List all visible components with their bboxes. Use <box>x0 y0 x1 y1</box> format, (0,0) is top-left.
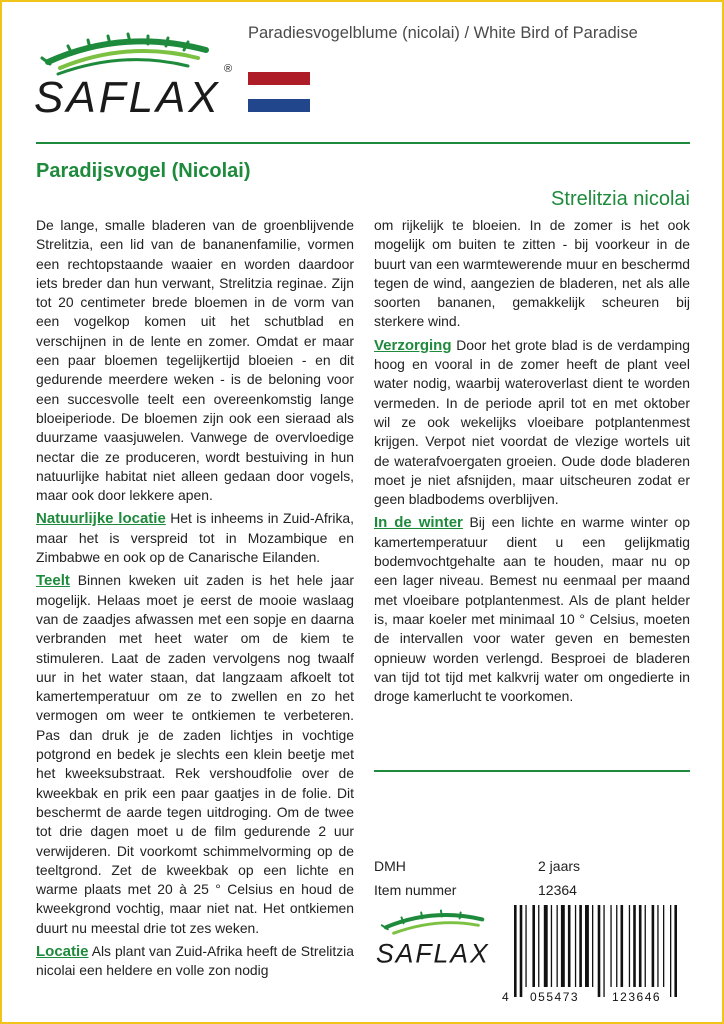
left-column <box>36 216 354 985</box>
barcode-bar <box>603 905 604 997</box>
registered-mark: ® <box>224 63 233 75</box>
barcode-bar <box>670 905 671 997</box>
teelt-paragraph <box>36 571 354 938</box>
item-number-value: 12364 <box>538 882 577 898</box>
page-title: Paradijsvogel (Nicolai) <box>36 160 251 182</box>
header-title: Paradiesvogelblume (nicolai) / White Bird of Paradise <box>248 24 638 42</box>
verzorging-text: Door het grote blad is de verdamping hoog en vooral in de zomer heeft de plant veel water nodig, waarbij wateroverlast dient te worden vermeden. In de periode april tot en met oktober wil ze ook wekelijks vloeibare potplantenmest krijgen. Verpot niet voordat de vlezige wortels uit de waterafvoergaten groeien. Oude dode bladeren moet je niet afsnijden, maar uitscheuren zodat er geen bladbodems overblijven. <box>374 336 690 508</box>
barcode-bar <box>610 905 611 987</box>
natural-location-heading: Natuurlijke locatie <box>36 510 166 528</box>
barcode-bar <box>520 905 523 997</box>
right-column <box>374 216 690 710</box>
item-number-label: Item nummer <box>374 882 457 898</box>
barcode-bar <box>674 905 677 997</box>
barcode-bar <box>621 905 624 987</box>
barcode-bar <box>652 905 655 987</box>
barcode-digits-left: 055473 <box>530 990 580 1004</box>
barcode-bar <box>629 905 630 987</box>
barcode-bar <box>561 905 565 987</box>
teelt-heading: Teelt <box>36 572 70 590</box>
barcode-bar <box>585 905 589 987</box>
teelt-text: Binnen kweken uit zaden is het hele jaar mogelijk. Helaas moet je eerst de mooie waslaag van de zaadjes afwassen met een sopje en daarna verbranden met heet water om de kiem te stimuleren. Laat de zaden vervolgens nog twaalf uur in het water staan, dat langzaam afkoelt tot kamertemperatuur om ze to zwellen en zo het vermogen om weer te ontkiemen te verbeteren. Pas dan druk je de zaden lichtjes in vochtige potgrond en bedek je slechts een klein beetje met het kweeksubstraat. Rek vershoudfolie over de kweekbak en prik een paar gaatjes in de folie. Dit beschermt de aarde tegen uitdroging. Om de twee tot drie dagen moet u de film gedurende 2 uur verwijderen. Dit voorkomt schimmelvorming op de teeltgrond. Zet de kweekbak op een lichte en warme plaats met 20 à 25 ° Celsius en houd de kweekgrond vochtig, maar niet nat. Het ontkiemen duurt nu meestal drie tot zes weken. <box>36 572 354 936</box>
natural-location-text: Het is inheems in Zuid-Afrika, maar het is verspreid tot in Mozambique en Zimbabwe en ook op de Canarische Eilanden. <box>36 510 354 566</box>
barcode-bar <box>657 905 658 987</box>
latin-name: Strelitzia nicolai <box>551 188 690 210</box>
natural-location-paragraph <box>36 509 354 567</box>
saflax-logo <box>28 28 248 138</box>
barcode-bar <box>538 905 539 987</box>
barcode-bar <box>592 905 593 987</box>
barcode <box>500 905 700 1005</box>
barcode-bar <box>633 905 636 987</box>
locatie-text: Als plant van Zuid-Afrika heeft de Strelitzia nicolai een heldere en volle zon nodig <box>36 942 354 979</box>
header-divider <box>36 142 690 144</box>
barcode-bar <box>532 905 535 987</box>
logo-small-text: SAFLAX <box>375 938 490 969</box>
barcode-bar <box>568 905 571 987</box>
winter-paragraph <box>374 513 690 706</box>
barcode-bar <box>525 905 526 987</box>
saflax-logo-small <box>372 905 500 985</box>
right-column-divider <box>374 770 690 772</box>
winter-text: Bij een lichte en warme winter op kamertemperatuur dient u een gelijkmatig bodemvochtgehalte aan te houden, maar nu op een lager niveau. Bemest nu eenmaal per maand met vloeibare potplantenmest. Als de plant helder is, maar koeler met minimaal 10 ° Celsius, moeten de intervallen voor water geven en bemesten opnieuw worden verlengd. Besproei de bladeren van tijd tot tijd met kalkvrij water om ongedierte in droge kamerlucht te voorkomen. <box>374 514 690 705</box>
logo-text: SAFLAX <box>34 73 221 122</box>
barcode-bar <box>598 905 601 997</box>
dmh-value: 2 jaars <box>538 858 581 874</box>
barcode-bar <box>544 905 548 987</box>
dmh-label: DMH <box>374 858 406 874</box>
verzorging-heading: Verzorging <box>374 336 452 354</box>
netherlands-flag-icon <box>248 72 310 112</box>
verzorging-paragraph <box>374 336 690 510</box>
barcode-bar <box>579 905 582 987</box>
barcode-bar <box>616 905 617 987</box>
barcode-bar <box>514 905 517 997</box>
barcode-bar <box>645 905 646 987</box>
barcode-bar <box>557 905 558 987</box>
barcode-bar <box>663 905 664 987</box>
barcode-bar <box>551 905 552 987</box>
barcode-digit-first: 4 <box>502 990 509 1004</box>
locatie-paragraph <box>36 942 354 981</box>
winter-heading: In de winter <box>374 514 463 532</box>
barcode-bar <box>639 905 642 987</box>
continued-paragraph: om rijkelijk te bloeien. In de zomer is het ook mogelijk om buiten te zitten - bij voorkeur in de buurt van een warmtewerende muur en beschermd tegen de wind, aangezien de bladeren, net als alle soorten bananen, gemakkelijk scheuren bij sterkere wind. <box>374 217 690 330</box>
barcode-bar <box>575 905 576 987</box>
locatie-heading: Locatie <box>36 942 89 960</box>
intro-paragraph: De lange, smalle bladeren van de groenblijvende Strelitzia, een lid van de bananenfamilie, vormen een rechtopstaande waaier en worden daardoor iets breder dan hun verwant, Strelitzia reginae. Zijn tot 20 centimeter brede bloemen in de vorm van een vogelkop komen uit het schutblad en verschijnen in de lente en zomer. Omdat er maar een paar bloemen tegelijkertijd bloeien - en dit gedurende meerdere weken - is de beloning voor een succesvolle teelt een overeenkomstig lange bloeiperiode. De bloemen zijn ook een sieraad als duurzame vaasjuwelen. Vanwege de overvloedige nectar die ze produceren, wordt bestuiving in hun natuurlijke habitat niet alleen gedaan door vogels, maar ook door lekkere apen. <box>36 217 354 504</box>
barcode-digits-right: 123646 <box>612 990 662 1004</box>
